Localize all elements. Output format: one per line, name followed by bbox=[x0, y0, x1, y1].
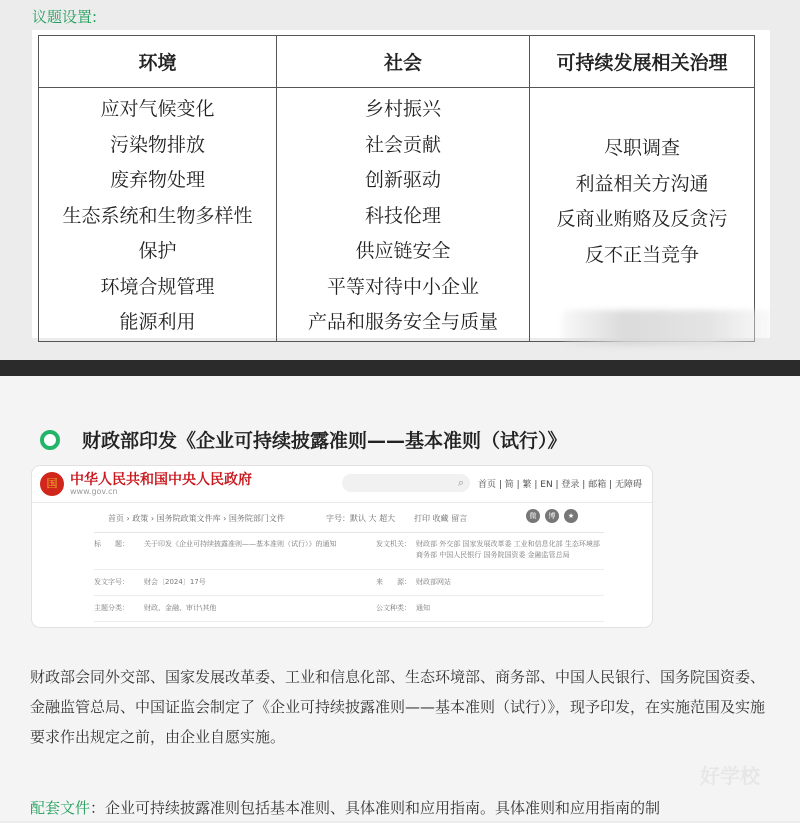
meta-row bbox=[94, 595, 604, 622]
font-size-options: 字号：默认 大 超大 bbox=[326, 514, 396, 523]
blurred-mark bbox=[562, 310, 772, 346]
meta-label: 主题分类： bbox=[94, 604, 129, 612]
environment-topic: 能源利用 bbox=[119, 311, 196, 333]
section-divider bbox=[0, 360, 800, 376]
environment-topic: 污染物排放 bbox=[109, 133, 205, 156]
environment-topic: 废弃物处理 bbox=[109, 169, 205, 191]
social-topic: 创新驱动 bbox=[364, 169, 441, 191]
meta-label: 标 题： bbox=[94, 540, 129, 548]
appendix-text: ：企业可持续披露准则包括基本准则、具体准则和应用指南。具体准则和应用指南的制 bbox=[90, 799, 661, 817]
governance-topic: 尽职调查 bbox=[603, 137, 680, 160]
document-meta-table bbox=[94, 532, 604, 627]
site-watermark: 好学校 bbox=[700, 764, 760, 788]
social-cell bbox=[277, 88, 530, 342]
gov-header bbox=[32, 466, 652, 503]
environment-topic: 保护 bbox=[138, 240, 177, 262]
header-social: 社会 bbox=[277, 36, 530, 88]
gov-crumb-bar bbox=[32, 503, 652, 531]
header-environment: 环境 bbox=[39, 36, 277, 88]
meta-value: 财政、金融、审计\其他 bbox=[144, 604, 217, 612]
section-label: 议题设置: bbox=[32, 8, 98, 26]
appendix-line bbox=[30, 793, 775, 823]
meta-label: 公文种类： bbox=[376, 604, 411, 612]
social-topic: 社会贡献 bbox=[364, 133, 441, 156]
appendix-label: 配套文件 bbox=[30, 799, 91, 817]
share-icons bbox=[526, 509, 578, 523]
article-section bbox=[0, 376, 800, 821]
governance-topic: 反商业贿赂及反贪污 bbox=[556, 208, 728, 231]
gov-site-url: www.gov.cn bbox=[70, 487, 118, 496]
meta-label: 发文字号： bbox=[94, 578, 129, 586]
breadcrumb: 首页 › 政策 › 国务院政策文件库 › 国务院部门文件 bbox=[108, 514, 285, 523]
article-heading-text: 财政部印发《企业可持续披露准则——基本准则（试行）》 bbox=[82, 430, 567, 452]
environment-topic: 环境合规管理 bbox=[100, 275, 215, 298]
weibo-share-icon: 博 bbox=[545, 509, 559, 523]
social-topic: 产品和服务安全与质量 bbox=[307, 311, 498, 333]
governance-topic: 利益相关方沟通 bbox=[575, 172, 709, 195]
meta-label: 发文机关： bbox=[376, 540, 411, 548]
meta-label: 来 源： bbox=[376, 578, 411, 586]
meta-value: 财政部网站 bbox=[416, 578, 451, 586]
environment-topic: 生态系统和生物多样性 bbox=[62, 204, 253, 227]
header-governance: 可持续发展相关治理 bbox=[530, 36, 755, 88]
social-topic: 平等对待中小企业 bbox=[326, 275, 479, 298]
social-topic: 供应链安全 bbox=[355, 240, 451, 262]
meta-value: 财政部 外交部 国家发展改革委 工业和信息化部 生态环境部 商务部 中国人民银行 国务院国资委 金融监管总局 bbox=[416, 540, 600, 559]
meta-value: 通知 bbox=[416, 604, 430, 612]
social-topic: 乡村振兴 bbox=[364, 98, 441, 120]
gov-website-screenshot bbox=[32, 466, 652, 627]
article-paragraph bbox=[30, 662, 775, 752]
gov-search-input bbox=[342, 474, 470, 492]
meta-value: 财会〔2024〕17号 bbox=[144, 578, 206, 586]
meta-row bbox=[94, 533, 604, 570]
meta-row bbox=[94, 569, 604, 596]
topics-table-image bbox=[32, 30, 770, 338]
social-topic: 科技伦理 bbox=[364, 204, 441, 227]
search-icon: ⌕ bbox=[457, 476, 464, 489]
favorite-icon: ★ bbox=[564, 509, 578, 523]
meta-value: 关于印发《企业可持续披露准则——基本准则（试行）》的通知 bbox=[144, 540, 337, 548]
environment-cell bbox=[39, 88, 277, 342]
governance-topic: 反不正当竞争 bbox=[584, 243, 699, 266]
wechat-share-icon: 微 bbox=[526, 509, 540, 523]
gov-site-title: 中华人民共和国中央人民政府 bbox=[70, 472, 252, 488]
article-heading bbox=[40, 426, 567, 453]
page-tools: 打印 收藏 留言 bbox=[414, 514, 468, 523]
gov-nav-links: 首页 | 简 | 繁 | EN | 登录 | 邮箱 | 无障碍 bbox=[478, 480, 642, 490]
national-emblem-icon: 国 bbox=[40, 472, 64, 496]
circle-bullet-icon bbox=[40, 430, 60, 450]
topics-table bbox=[38, 35, 755, 342]
paragraph-text: 财政部会同外交部、国家发展改革委、工业和信息化部、生态环境部、商务部、中国人民银行、国务院国资委、金融监管总局、中国证监会制定了《企业可持续披露准则——基本准则（试行）》，现予印发，在实施范围及实施要求作出规定之前，由企业自愿实施。 bbox=[30, 668, 766, 746]
governance-cell bbox=[530, 88, 755, 342]
environment-topic: 应对气候变化 bbox=[100, 98, 215, 120]
